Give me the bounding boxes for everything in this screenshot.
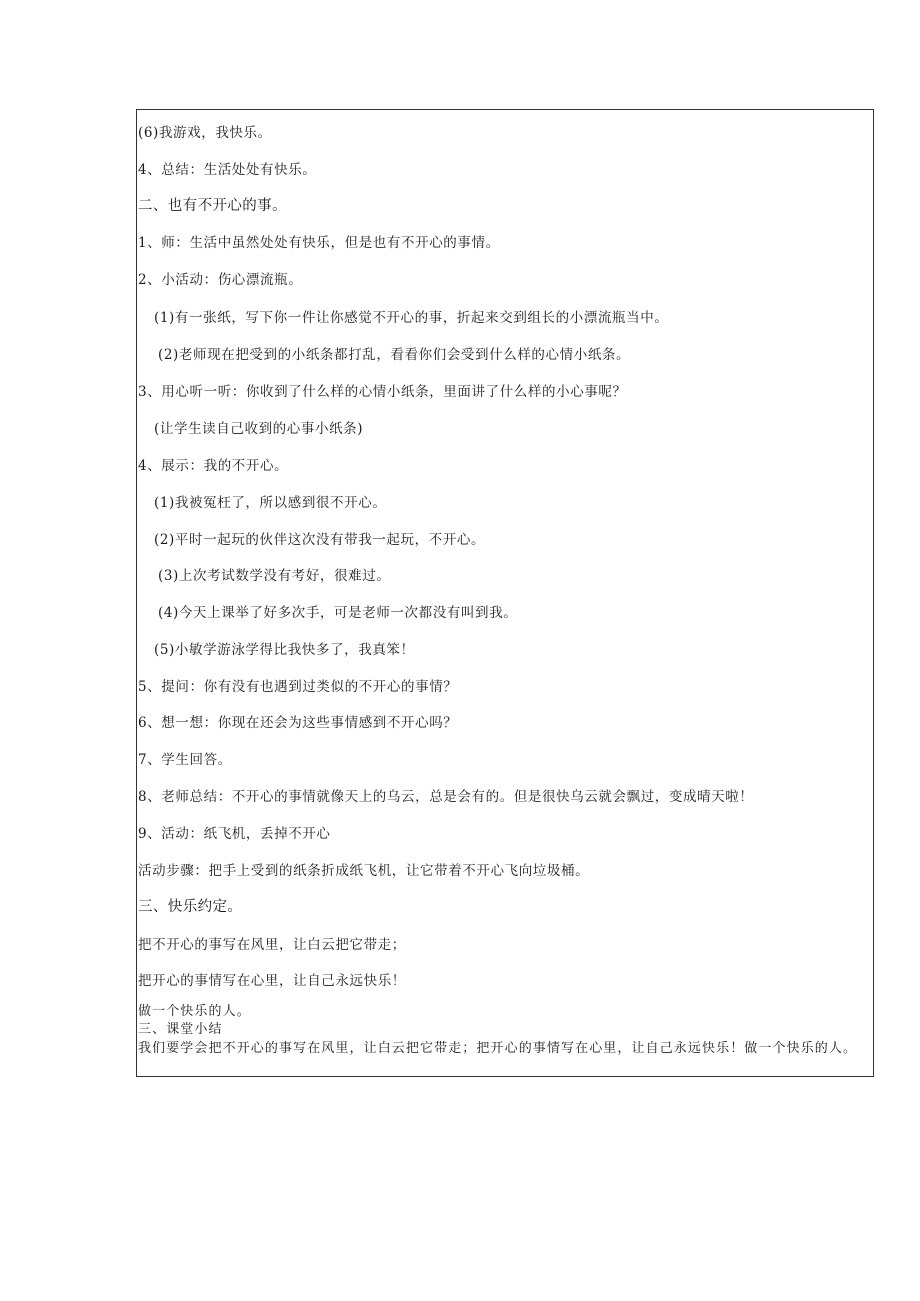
doc-line: (5)小敏学游泳学得比我快多了，我真笨！ (154, 642, 415, 658)
doc-line: 8、老师总结：不开心的事情就像天上的乌云，总是会有的。但是很快乌云就会飘过，变成晴天啦！ (138, 789, 754, 805)
doc-line: 3、用心听一听：你收到了什么样的心情小纸条，里面讲了什么样的小心事呢？ (138, 384, 627, 400)
doc-line: (3)上次考试数学没有考好，很难过。 (158, 568, 391, 584)
doc-line: (2)平时一起玩的伙伴这次没有带我一起玩，不开心。 (154, 532, 486, 548)
doc-line: 1、师：生活中虽然处处有快乐，但是也有不开心的事情。 (138, 235, 500, 251)
doc-line: 把不开心的事写在风里，让白云把它带走； (138, 937, 406, 953)
doc-line: (2)老师现在把受到的小纸条都打乱，看看你们会受到什么样的心情小纸条。 (158, 347, 631, 363)
summary-paragraph: 我们要学会把不开心的事写在风里，让白云把它带走；把开心的事情写在心里，让自己永远快乐！做一个快乐的人。 (138, 1041, 858, 1056)
section-heading: 三、课堂小结 (138, 1022, 223, 1037)
doc-line: 4、总结：生活处处有快乐。 (138, 162, 317, 178)
doc-line: (让学生读自己收到的心事小纸条) (154, 421, 364, 437)
section-heading: 三、快乐约定。 (138, 899, 243, 915)
doc-line: 5、提问：你有没有也遇到过类似的不开心的事情？ (138, 679, 458, 695)
doc-line: (1)我被冤枉了，所以感到很不开心。 (154, 495, 387, 511)
doc-line: 2、小活动：伤心漂流瓶。 (138, 272, 303, 288)
section-heading: 二、也有不开心的事。 (138, 198, 287, 214)
doc-line: 7、学生回答。 (138, 752, 232, 768)
lesson-table-frame (136, 109, 874, 1077)
doc-line: (6)我游戏，我快乐。 (138, 125, 272, 141)
doc-line: (1)有一张纸，写下你一件让你感觉不开心的事，折起来交到组长的小漂流瓶当中。 (154, 310, 669, 326)
doc-line: (4)今天上课举了好多次手，可是老师一次都没有叫到我。 (158, 605, 518, 621)
doc-line: 4、展示：我的不开心。 (138, 458, 289, 474)
doc-line: 把开心的事情写在心里，让自己永远快乐！ (138, 973, 406, 989)
doc-line: 活动步骤：把手上受到的纸条折成纸飞机，让它带着不开心飞向垃圾桶。 (138, 863, 590, 879)
doc-line: 6、想一想：你现在还会为这些事情感到不开心吗？ (138, 715, 458, 731)
doc-line: 做一个快乐的人。 (138, 1004, 251, 1019)
doc-line: 9、活动：纸飞机，丢掉不开心 (138, 826, 331, 842)
